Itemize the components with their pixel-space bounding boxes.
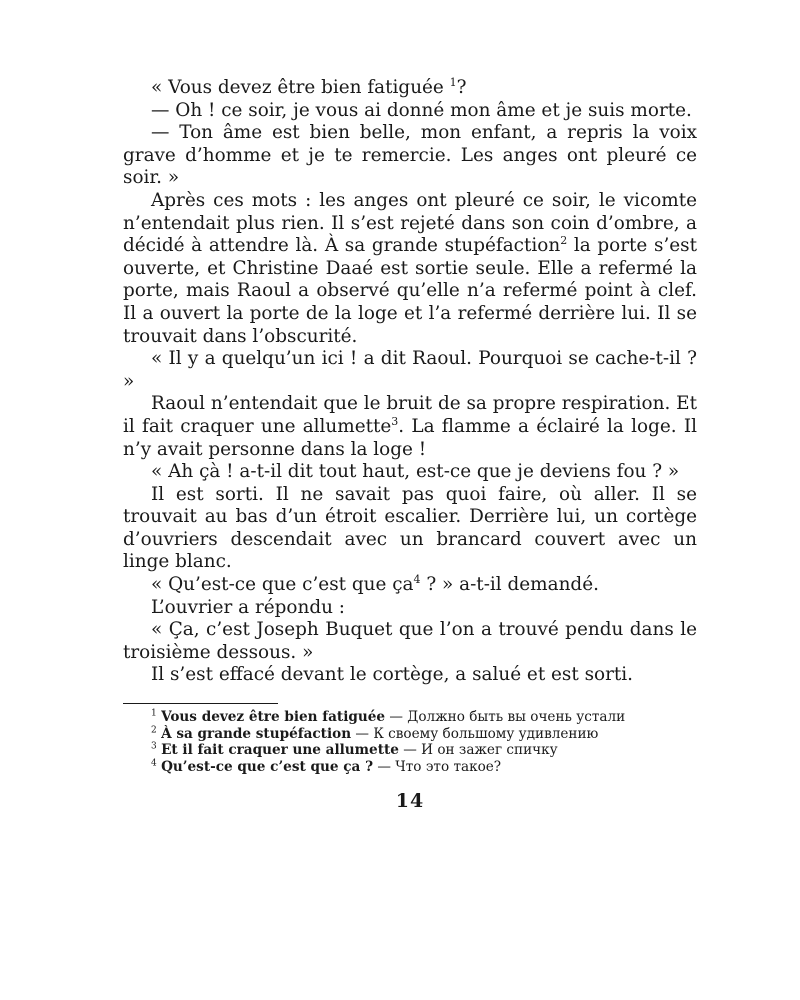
- paragraph-text: — Ton âme est bien belle, mon enfant, a repris la voix grave d’homme et je te remercie. Les anges ont pleuré ce soir. »: [123, 122, 697, 189]
- footnote-divider: [123, 703, 278, 704]
- footnote-translation: — Должно быть вы очень устали: [385, 709, 626, 726]
- paragraph-text: Il s’est effacé devant le cortège, a salué et est sorti.: [151, 664, 634, 686]
- footnote-marker: 2: [560, 234, 568, 248]
- page-number: 14: [395, 790, 425, 813]
- paragraph: [123, 393, 697, 461]
- footnote-translation: — И он зажег спичку: [398, 742, 558, 759]
- footnote-number: 2: [151, 725, 157, 736]
- footnote-term: Vous devez être bien fatiguée: [161, 709, 386, 726]
- footnote-term: Qu’est-ce que c’est que ça ?: [161, 758, 374, 775]
- paragraph: [123, 77, 697, 100]
- paragraph-text: ? » a-t-il demandé.: [420, 574, 599, 596]
- paragraph-text: Raoul n’entendait que le bruit de sa propre respiration. Et il fait craquer une allumette: [123, 393, 697, 437]
- footnotes: [123, 709, 697, 775]
- footnote-term: À sa grande stupéfaction: [161, 725, 352, 742]
- paragraph-text: L’ouvrier a répondu :: [151, 596, 345, 618]
- paragraph: [123, 619, 697, 664]
- paragraph: [123, 574, 697, 597]
- paragraph-text: « Ça, c’est Joseph Buquet que l’on a trouvé pendu dans le troisième dessous. »: [123, 619, 697, 663]
- footnote-translation: — К своему большому удивлению: [351, 725, 599, 742]
- paragraph-text: . La flamme a éclairé la loge. Il n’y avait personne dans la loge !: [123, 415, 697, 460]
- paragraph-text: ?: [456, 77, 467, 98]
- paragraph-text: Après ces mots : les anges ont pleuré ce soir, le vicomte n’entendait plus rien. Il s’est rejeté dans son coin d’ombre, a décidé à attendre là. À sa grande stupéfaction: [123, 189, 697, 257]
- footnote-number: 1: [151, 708, 157, 719]
- paragraph-text: « Qu’est-ce que c’est que ça: [151, 574, 414, 596]
- paragraph: [123, 122, 697, 190]
- paragraph: [123, 190, 697, 348]
- paragraph-text: « Vous devez être bien fatiguée: [151, 77, 444, 98]
- paragraph-text: la porte s’est ouverte, et Christine Daaé est sortie seule. Elle a refermé la porte, mais Raoul a observé qu’elle n’a refermé point à clef. Il a ouvert la porte de la loge et l’a refermé derrière lui. Il se trouvait dans l’obscurité.: [123, 235, 697, 347]
- footnote-marker: 4: [413, 572, 421, 586]
- footnote-marker: 3: [391, 414, 399, 428]
- paragraph: [123, 100, 697, 123]
- paragraph: [123, 484, 697, 574]
- footnote-number: 4: [151, 758, 157, 769]
- footnote-number: 3: [151, 741, 157, 752]
- footnote-marker: 1: [449, 75, 457, 89]
- book-page: [123, 77, 697, 812]
- footnote-item: [123, 726, 697, 743]
- paragraph-text: — Oh ! ce soir, je vous ai donné mon âme et je suis morte.: [151, 99, 692, 121]
- paragraph: [123, 461, 697, 484]
- paragraph-text: « Il y a quelqu’un ici ! a dit Raoul. Pourquoi se cache-t-il ? »: [123, 348, 697, 392]
- footnote-item: [123, 759, 697, 776]
- paragraph: [123, 664, 697, 687]
- paragraph-text: Il est sorti. Il ne savait pas quoi faire, où aller. Il se trouvait au bas d’un étroit escalier. Derrière lui, un cortège d’ouvriers descendait avec un brancard couvert avec un linge blanc.: [123, 483, 697, 573]
- footnote-term: Et il fait craquer une allumette: [161, 742, 399, 759]
- footnote-translation: — Что это такое?: [373, 758, 502, 775]
- paragraph-text: « Ah çà ! a-t-il dit tout haut, est-ce que je deviens fou ? »: [151, 461, 680, 483]
- body-text: [123, 77, 697, 687]
- footnote-item: [123, 742, 697, 759]
- paragraph: [123, 348, 697, 393]
- paragraph: [123, 597, 697, 620]
- footnote-item: [123, 709, 697, 726]
